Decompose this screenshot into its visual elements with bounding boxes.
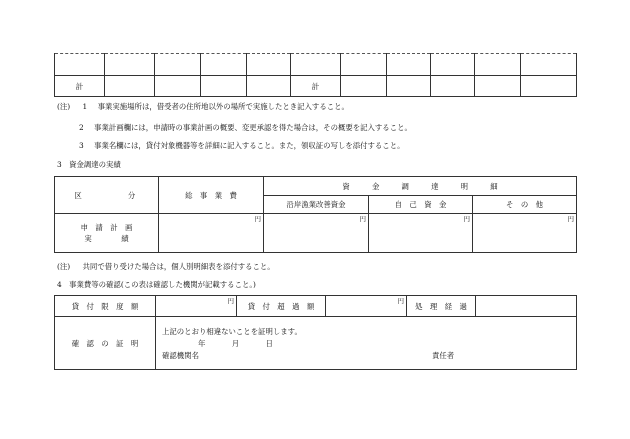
total-label: 計	[291, 76, 341, 97]
row-labels	[55, 214, 159, 253]
note-text: 共同で借り受けた場合は，個人別明細表を添付すること。	[82, 262, 275, 271]
certification-label: 確 認 の 証 明	[55, 317, 156, 370]
unit-yen: 円	[264, 214, 369, 253]
unit-yen: 円	[326, 296, 407, 317]
unit-yen: 円	[159, 214, 264, 253]
funding-table	[54, 176, 577, 253]
note-number: 1	[82, 102, 88, 111]
section-title: 3 資金調達の実績	[57, 160, 121, 169]
note-prefix: (注)	[57, 102, 71, 111]
table-row	[55, 54, 577, 76]
unit-yen: 円	[473, 214, 577, 253]
certification-text: 上記のとおり相違ないことを証明します。	[162, 327, 302, 336]
notes-block-2	[57, 261, 275, 272]
confirmation-table	[54, 295, 577, 370]
coastal-fund-header: 沿岸漁業改善資金	[264, 196, 369, 214]
section-title: 4 事業費等の確認(この表は確認した機関が記載すること。)	[57, 280, 256, 289]
note-prefix: (注)	[57, 262, 71, 271]
total-label: 計	[55, 76, 105, 97]
date-day-label: 日	[265, 339, 273, 348]
note-text: 事業計画欄には，申請時の事業計画の概要、変更承認を得た場合は，その概要を記入すること。	[94, 123, 412, 132]
cert-date	[198, 338, 273, 349]
certification-body	[156, 317, 577, 370]
funding-header: 資 金 調 達 明 細	[264, 177, 577, 196]
unit-yen: 円	[369, 214, 473, 253]
loan-limit-label: 貸 付 限 度 額	[55, 296, 156, 317]
unit-yen: 円	[156, 296, 237, 317]
note-number: 3	[79, 141, 84, 150]
row-label-actual: 実 績	[84, 234, 129, 243]
process-label: 処 理 経 過	[407, 296, 476, 317]
responsible-label: 責任者	[432, 351, 455, 360]
total-cost-header: 総 事 業 費	[159, 177, 264, 214]
own-fund-header: 自 己 資 金	[369, 196, 473, 214]
note-text: 事業名欄には，貸付対象機器等を詳細に記入すること。また，領収証の写しを添付すること。	[94, 141, 405, 150]
date-month-label: 月	[231, 339, 240, 348]
agency-label: 確認機関名	[162, 351, 199, 360]
note-text: 事業実施場所は，借受者の住所地以外の場所で実施したとき記入すること。	[97, 102, 349, 111]
row-label-plan: 申 請 計 画	[80, 223, 133, 232]
date-year-label: 年	[198, 339, 206, 348]
table-row-total	[55, 76, 577, 97]
business-table	[54, 53, 577, 97]
notes-block	[57, 101, 617, 151]
loan-excess-label: 貸 付 超 過 額	[237, 296, 326, 317]
note-number: 2	[79, 123, 84, 132]
division-header: 区 分	[55, 177, 159, 214]
other-fund-header: そ の 他	[473, 196, 577, 214]
